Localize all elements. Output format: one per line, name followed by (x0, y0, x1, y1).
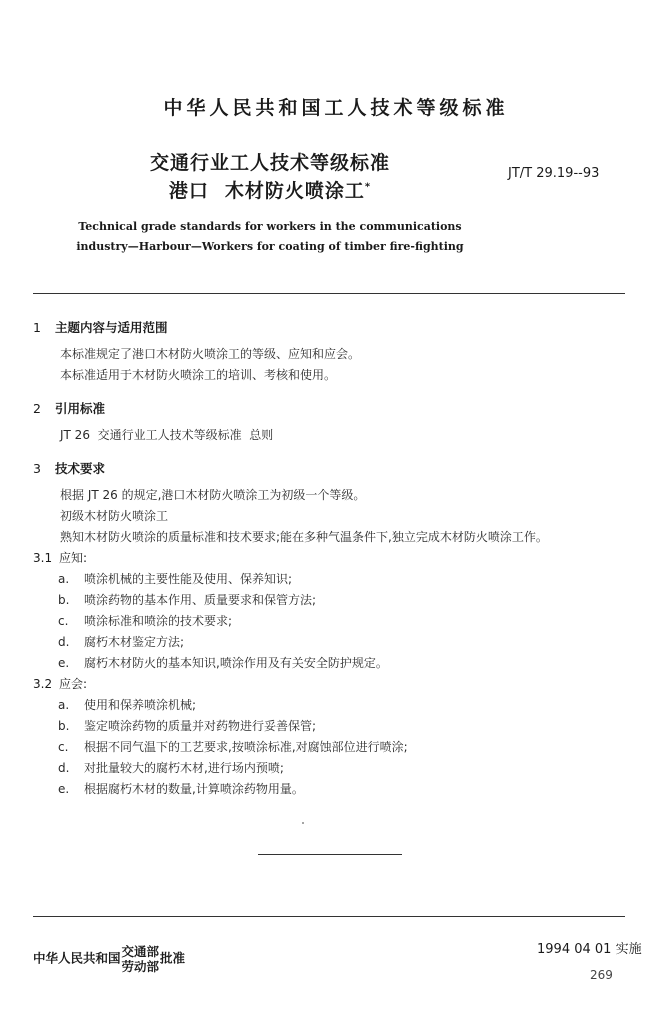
page-number: 269 (590, 968, 613, 982)
list-item: b. 喷涂药物的基本作用、质量要求和保管方法; (58, 593, 317, 607)
list-item: e. 腐朽木材防火的基本知识,喷涂作用及有关安全防护规定。 (58, 656, 388, 670)
section-1-paragraph-1: 本标准规定了港口木材防火喷涂工的等级、应知和应会。 (60, 347, 361, 361)
section-3-paragraph-2: 初级木材防火喷涂工 (60, 509, 169, 523)
document-title-line1: 交通行业工人技术等级标准 (149, 152, 390, 174)
effective-date: 1994 04 01 实施 (537, 942, 642, 957)
footnote-mark: * (364, 181, 372, 193)
standard-code: JT/T 29.19--93 (508, 166, 600, 181)
section-1-paragraph-2: 本标准适用于木材防火喷涂工的培训、考核和使用。 (60, 368, 337, 382)
english-title-line1: Technical grade standards for workers in the communications (78, 220, 462, 233)
section-1-heading: 1 主题内容与适用范围 (33, 320, 168, 335)
subsection-3-1-heading: 3.1 应知: (33, 551, 88, 565)
section-3-heading: 3 技术要求 (33, 461, 106, 476)
section-3-paragraph-1: 根据 JT 26 的规定,港口木材防火喷涂工为初级一个等级。 (60, 488, 366, 502)
standard-series-title: 中华人民共和国工人技术等级标准 (163, 97, 509, 119)
issuer-ministries: 交通部 劳动部 (121, 944, 160, 974)
list-item: d. 腐朽木材鉴定方法; (58, 635, 185, 649)
header-divider (33, 293, 625, 294)
list-item: a. 使用和保养喷涂机械; (58, 698, 197, 712)
list-item: d. 对批量较大的腐朽木材,进行场内预喷; (58, 761, 284, 775)
list-item: c. 根据不同气温下的工艺要求,按喷涂标准,对腐蚀部位进行喷涂; (58, 740, 408, 754)
scan-speck (302, 822, 304, 824)
list-item: e. 根据腐朽木材的数量,计算喷涂药物用量。 (58, 782, 304, 796)
english-title-line2: industry—Harbour—Workers for coating of timber fire-fighting (76, 240, 464, 253)
list-item: a. 喷涂机械的主要性能及使用、保养知识; (58, 572, 293, 586)
list-item: b. 鉴定喷涂药物的质量并对药物进行妥善保管; (58, 719, 317, 733)
section-2-paragraph-1: JT 26 交通行业工人技术等级标准 总则 (60, 428, 274, 442)
end-of-text-rule (258, 854, 402, 855)
issuer-line: 中华人民共和国 交通部 劳动部 批准 (33, 944, 186, 974)
document-title-line2 (0, 176, 540, 203)
section-2-heading: 2 引用标准 (33, 401, 106, 416)
title-part-harbour: 港口 (168, 180, 209, 202)
list-item: c. 喷涂标准和喷涂的技术要求; (58, 614, 233, 628)
section-3-paragraph-3: 熟知木材防火喷涂的质量标准和技术要求;能在多种气温条件下,独立完成木材防火喷涂工作。 (60, 530, 548, 544)
footer-divider (33, 916, 625, 917)
subsection-3-2-heading: 3.2 应会: (33, 677, 88, 691)
title-part-occupation: 木材防火喷涂工 (224, 180, 365, 202)
